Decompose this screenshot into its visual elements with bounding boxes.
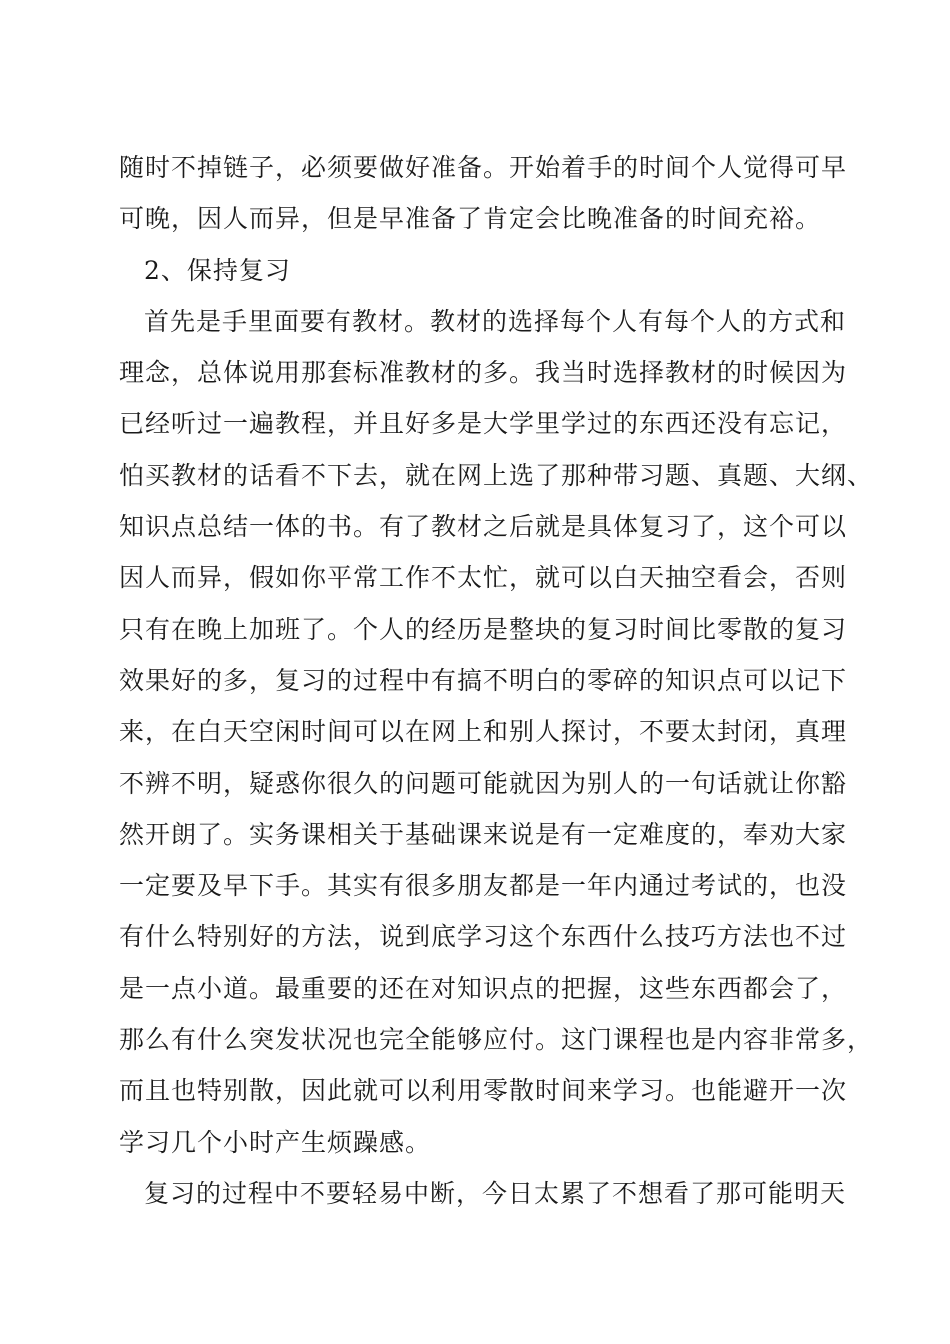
text-line: 不辨不明，疑惑你很久的问题可能就因为别人的一句话就让你豁 — [119, 768, 848, 798]
text-line: 因人而异，假如你平常工作不太忙，就可以白天抽空看会，否则 — [119, 563, 848, 593]
text-line: 效果好的多，复习的过程中有搞不明白的零碎的知识点可以记下 — [119, 665, 848, 695]
text-line: 然开朗了。实务课相关于基础课来说是有一定难度的，奉劝大家 — [119, 819, 848, 849]
text-line: 随时不掉链子，必须要做好准备。开始着手的时间个人觉得可早 — [119, 153, 848, 182]
text-line: 一定要及早下手。其实有很多朋友都是一年内通过考试的，也没 — [119, 871, 848, 901]
section-heading: 2、保持复习 — [144, 255, 291, 285]
text-line: 可晚，因人而异，但是早准备了肯定会比晚准备的时间充裕。 — [119, 204, 822, 234]
text-line: 有什么特别好的方法，说到底学习这个东西什么技巧方法也不过 — [119, 922, 848, 952]
text-line: 只有在晚上加班了。个人的经历是整块的复习时间比零散的复习 — [119, 614, 848, 644]
text-line: 来，在白天空闲时间可以在网上和别人探讨，不要太封闭，真理 — [119, 717, 848, 747]
text-line: 怕买教材的话看不下去，就在网上选了那种带习题、真题、大纲、 — [119, 460, 874, 490]
text-line: 而且也特别散，因此就可以利用零散时间来学习。也能避开一次 — [119, 1076, 848, 1106]
document-body — [119, 142, 874, 1219]
text-line: 那么有什么突发状况也完全能够应付。这门课程也是内容非常多， — [119, 1025, 874, 1055]
text-line: 学习几个小时产生烦躁感。 — [119, 1127, 432, 1157]
text-line: 是一点小道。最重要的还在对知识点的把握，这些东西都会了， — [119, 973, 848, 1003]
text-line: 理念，总体说用那套标准教材的多。我当时选择教材的时候因为 — [119, 358, 848, 388]
text-line: 已经听过一遍教程，并且好多是大学里学过的东西还没有忘记， — [119, 409, 848, 439]
paragraph-start-line: 复习的过程中不要轻易中断，今日太累了不想看了那可能明天 — [144, 1178, 847, 1208]
paragraph-start-line: 首先是手里面要有教材。教材的选择每个人有每个人的方式和 — [144, 306, 847, 336]
text-line: 知识点总结一体的书。有了教材之后就是具体复习了，这个可以 — [119, 512, 848, 542]
